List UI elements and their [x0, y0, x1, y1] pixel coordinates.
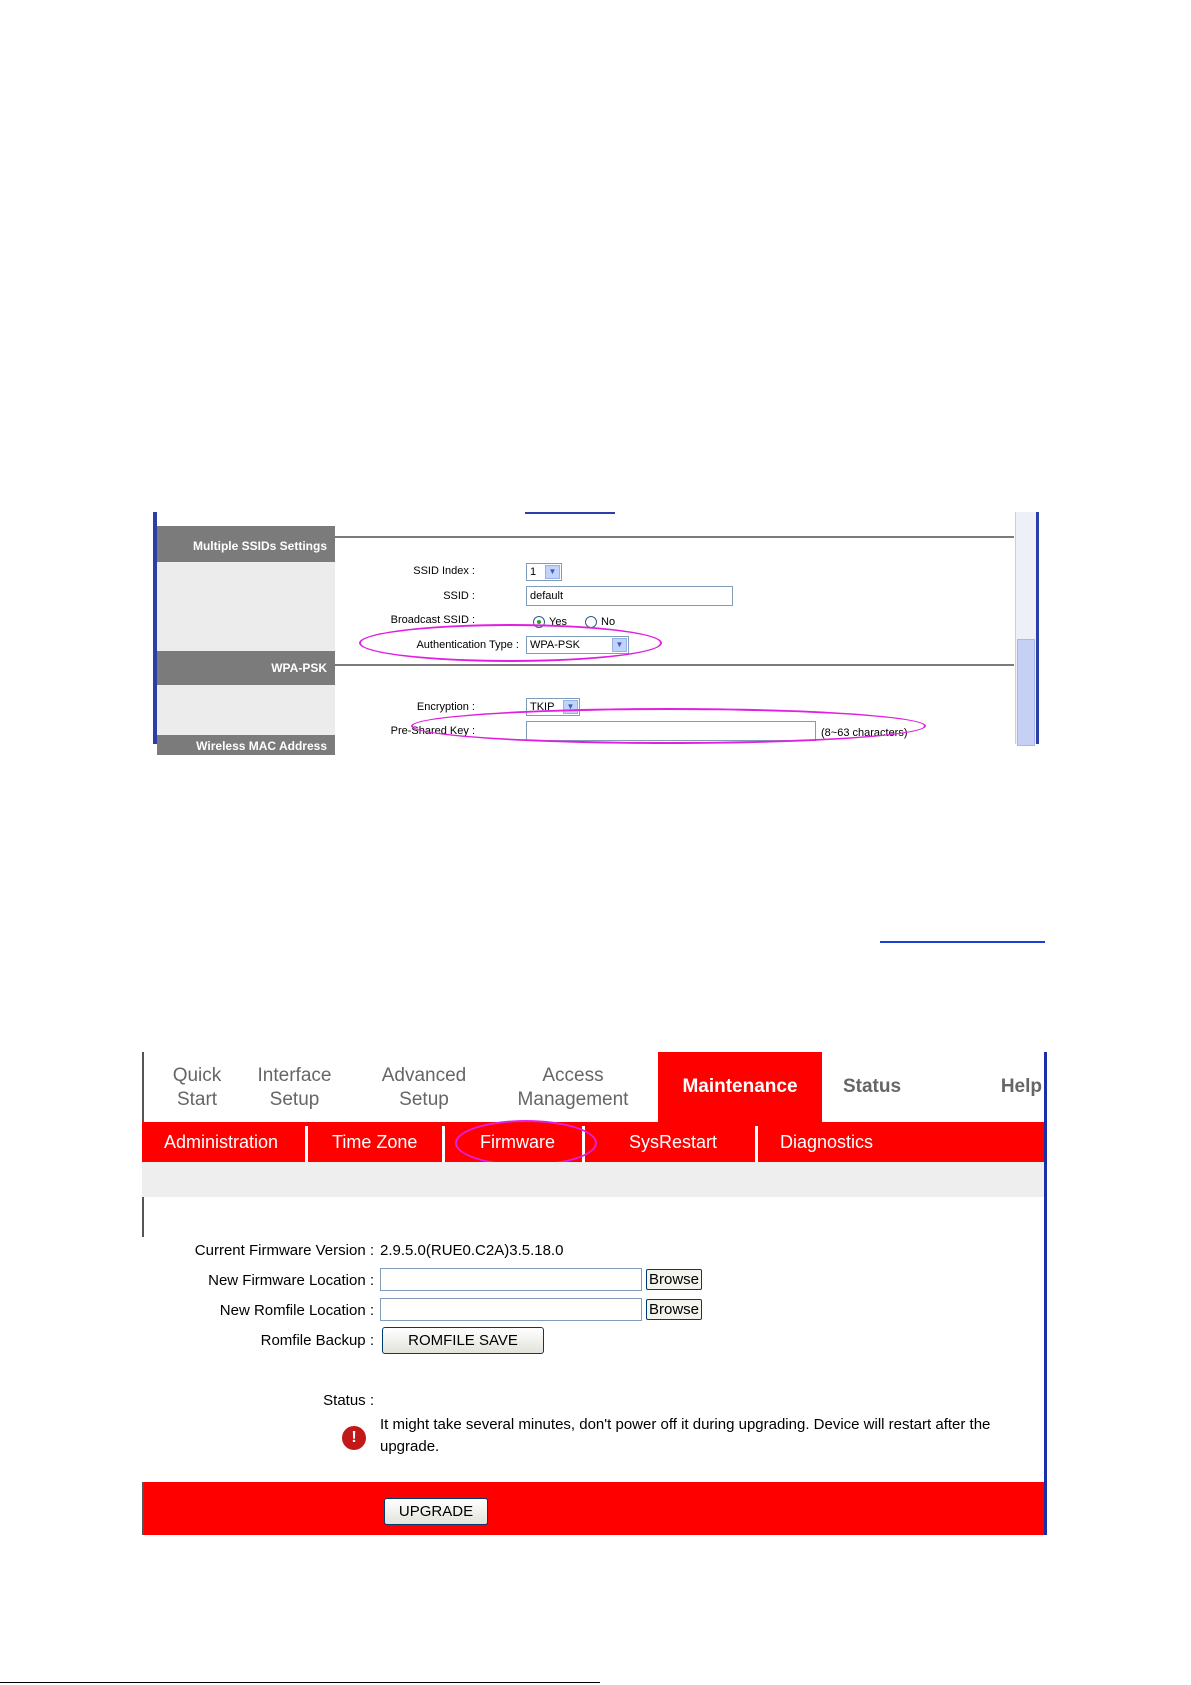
section-divider: [335, 536, 1014, 538]
ssid-label: SSID :: [443, 590, 475, 602]
subnav-separator: [305, 1126, 308, 1162]
authentication-type-label: Authentication Type :: [416, 639, 519, 651]
subnav-administration[interactable]: Administration: [164, 1132, 279, 1152]
nav-status[interactable]: Status: [842, 1076, 902, 1097]
nav-label: Interface: [257, 1065, 332, 1086]
section-wireless-mac-address: Wireless MAC Address: [157, 735, 335, 755]
section-divider: [335, 664, 1014, 666]
nav-access-management[interactable]: [508, 1064, 638, 1112]
subnav-firmware[interactable]: Firmware: [480, 1132, 555, 1152]
upgrade-warning-text: It might take several minutes, don't power off it during upgrading. Device will restart after the upgrade.: [380, 1416, 991, 1455]
subnav-separator: [442, 1126, 445, 1162]
romfile-backup-label: Romfile Backup :: [260, 1332, 374, 1349]
subnav-diagnostics[interactable]: Diagnostics: [780, 1132, 874, 1152]
romfile-save-button[interactable]: ROMFILE SAVE: [382, 1327, 544, 1354]
left-border: [142, 1197, 144, 1237]
romfile-browse-button[interactable]: Browse: [646, 1299, 702, 1320]
chevron-down-icon: ▼: [563, 700, 578, 714]
highlight-ellipse: [455, 1120, 597, 1166]
chevron-down-icon: ▼: [612, 638, 627, 652]
new-firmware-label: New Firmware Location :: [208, 1272, 374, 1289]
document-link-underline: [880, 941, 1045, 943]
subnav-separator: [755, 1126, 758, 1162]
nav-label: Setup: [269, 1089, 320, 1110]
pre-shared-key-label: Pre-Shared Key :: [390, 725, 475, 737]
ssid-index-label: SSID Index :: [413, 565, 475, 577]
chevron-down-icon: ▼: [545, 565, 560, 579]
section-wpa-psk: WPA-PSK: [157, 651, 335, 685]
firmware-browse-button[interactable]: Browse: [646, 1269, 702, 1290]
wireless-settings-screenshot: [153, 512, 1038, 753]
broadcast-ssid-label: Broadcast SSID :: [390, 614, 475, 626]
firmware-upgrade-screenshot: [142, 1052, 1052, 1535]
status-label: Status :: [323, 1392, 374, 1409]
section-multiple-ssids: Multiple SSIDs Settings: [157, 526, 335, 562]
right-border: [1036, 512, 1039, 744]
nav-label: Start: [176, 1089, 218, 1110]
encryption-label: Encryption :: [416, 701, 475, 713]
current-firmware-label: Current Firmware Version :: [194, 1242, 374, 1259]
highlight-ellipse: [411, 708, 926, 744]
subnav-time-zone[interactable]: Time Zone: [332, 1132, 418, 1152]
nav-label: Setup: [399, 1089, 449, 1110]
nav-quick-start[interactable]: [162, 1064, 232, 1112]
authentication-type-select[interactable]: WPA-PSK ▼: [526, 636, 629, 654]
footer-bar: [142, 1482, 1044, 1535]
right-border: [1044, 1052, 1047, 1535]
link-underline: [525, 512, 615, 514]
toolbar-strip: [142, 1162, 1044, 1197]
warning-icon: !: [342, 1426, 366, 1450]
encryption-select[interactable]: TKIP ▼: [526, 698, 580, 716]
new-romfile-input[interactable]: [380, 1298, 642, 1321]
scrollbar-thumb[interactable]: [1017, 639, 1035, 746]
new-firmware-input[interactable]: [380, 1268, 642, 1291]
nav-label: Management: [517, 1089, 629, 1110]
pre-shared-key-hint: (8~63 characters): [821, 727, 908, 739]
new-romfile-label: New Romfile Location :: [219, 1302, 374, 1319]
nav-interface-setup[interactable]: [247, 1064, 342, 1112]
nav-help[interactable]: Help: [1000, 1076, 1042, 1097]
nav-label: Quick: [172, 1065, 222, 1086]
current-firmware-value: 2.9.5.0(RUE0.C2A)3.5.18.0: [380, 1242, 564, 1259]
nav-maintenance[interactable]: Maintenance: [658, 1052, 822, 1122]
ssid-index-select[interactable]: 1 ▼: [526, 563, 562, 581]
nav-advanced-setup[interactable]: [374, 1064, 474, 1112]
upgrade-button[interactable]: UPGRADE: [384, 1498, 488, 1525]
nav-label: Advanced: [381, 1065, 467, 1086]
broadcast-yes-label: Yes: [549, 616, 567, 628]
ssid-input[interactable]: default: [526, 586, 733, 606]
left-border: [142, 1482, 144, 1535]
broadcast-no-label: No: [601, 616, 616, 628]
highlight-ellipse: [359, 624, 662, 662]
nav-label: Access: [542, 1065, 604, 1086]
subnav-sysrestart[interactable]: SysRestart: [629, 1132, 718, 1152]
page-bottom-rule: [0, 1682, 600, 1683]
